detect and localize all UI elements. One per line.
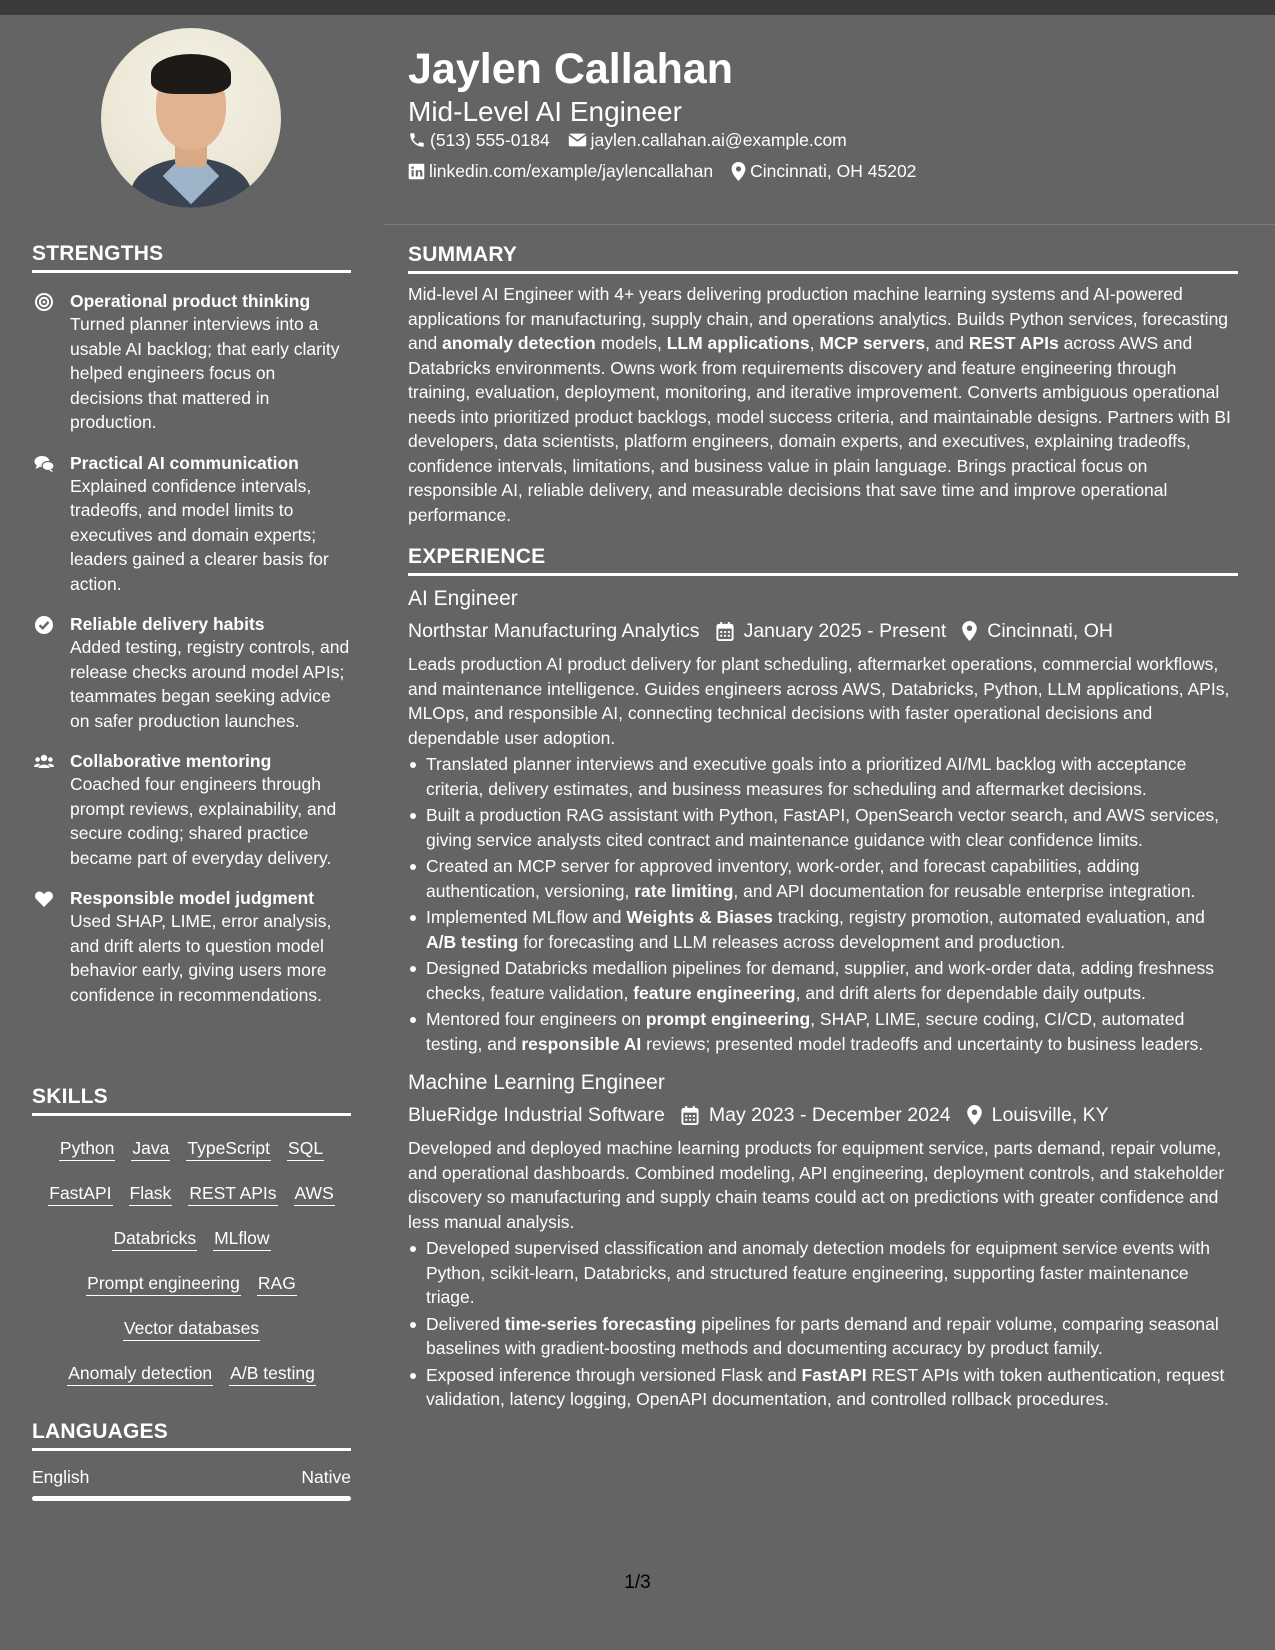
check-circle-icon [34,615,54,635]
skill-tag: Flask [129,1181,173,1206]
language-row [32,1467,351,1488]
location-text: Cincinnati, OH 45202 [750,161,917,181]
skill-tag: A/B testing [229,1361,316,1386]
phone-text: (513) 555-0184 [430,130,550,150]
job-bullets [408,752,1238,1056]
strength-item [32,887,351,1007]
header-divider [383,224,1275,225]
language-level: Native [301,1467,351,1487]
top-bar [0,0,1275,15]
strength-desc: Used SHAP, LIME, error analysis, and drift alerts to question model behavior early, giving users more confidence in recommendations. [70,911,332,1005]
bold-keyword: responsible AI [521,1033,642,1054]
candidate-name: Jaylen Callahan [408,45,734,93]
text-run: reviews; presented model tradeoffs and uncertainty to business leaders. [641,1033,1204,1054]
bold-keyword: anomaly detection [442,333,596,353]
strength-item [32,750,351,870]
bullet-item [408,1007,1238,1056]
experience-section [408,545,1238,1412]
strengths-heading: STRENGTHS [32,242,351,273]
email-text[interactable]: jaylen.callahan.ai@example.com [590,130,847,150]
users-icon [34,752,54,772]
job-dates [681,1102,951,1128]
strengths-section [32,242,351,1007]
candidate-role: Mid-Level AI Engineer [408,96,682,127]
text-run: Mentored four engineers on [426,1009,646,1029]
bullet-item [408,854,1238,903]
strength-title: Responsible model judgment [70,888,315,908]
job-title: AI Engineer [408,587,518,610]
summary-heading: SUMMARY [408,243,1238,274]
bullet-item [408,803,1238,852]
contact-row-2 [408,159,934,183]
strength-desc: Turned planner interviews into a usable AI backlog; that early clarity helped engineers focus on decisions that mattered in production. [70,314,340,432]
skill-tag: Vector databases [123,1316,260,1341]
text-run: across AWS and Databricks environments. Owns work from requirements discovery and feature engineering through training, evaluation, deployment, monitoring, and iterative improvement. Converts ambiguous operational needs into prioritized product backlogs, model success criteria, and maintainable designs. Partners with BI developers, data scientists, platform engineers, domain experts, and executives, explaining tradeoffs, confidence intervals, limitations, and business value in plain language. Brings practical focus on responsible AI, reliable delivery, and measurable decisions that save time and improve operational performance. [408,333,1231,525]
bold-keyword: LLM applications [666,333,810,353]
languages-heading: LANGUAGES [32,1420,351,1451]
skill-tag: FastAPI [48,1181,112,1206]
bold-keyword: prompt engineering [645,1009,811,1029]
text-run: Developed supervised classification and anomaly detection models for equipment service events with Python, scikit-learn, Databricks, and structured feature engineering, supporting faster maintenance triage. [426,1238,1211,1307]
location-item [731,159,916,183]
skill-row [32,1316,351,1344]
languages-section [32,1420,351,1501]
page-number: 1/3 [624,1572,651,1593]
skills-section [32,1085,351,1389]
skill-row [32,1136,351,1164]
skill-tag: RAG [257,1271,297,1296]
summary-text [408,282,1238,527]
bullet-item [408,752,1238,801]
bullet-item [408,1312,1238,1361]
strength-item [32,452,351,597]
summary-section [408,243,1238,527]
skill-tag: Databricks [112,1226,197,1251]
skill-tag: SQL [287,1136,324,1161]
bold-keyword: A/B testing [426,931,519,952]
text-run: Built a production RAG assistant with Python, FastAPI, OpenSearch vector search, and AWS services, giving service analysts cited contract and maintenance guidance with clear confidence limits. [426,805,1220,850]
language-level-bar [32,1496,351,1501]
job-description: Leads production AI product delivery for plant scheduling, aftermarket operations, commercial workflows, and maintenance intelligence. Guides engineers across AWS, Databricks, Python, LLM applications, APIs, MLOps, and responsible AI, connecting technical decisions with faster operational decisions and dependable user adoption. [408,654,1230,748]
text-run: , and drift alerts for dependable daily outputs. [795,982,1146,1003]
strength-desc: Added testing, registry controls, and release checks around model APIs; teammates began seeking advice on safer production launches. [70,637,350,731]
skill-row [32,1271,351,1299]
experience-heading: EXPERIENCE [408,545,1238,576]
job-dates-text: January 2025 - Present [743,620,947,642]
bold-keyword: time-series forecasting [504,1313,697,1334]
email-item[interactable] [568,128,847,152]
text-run: Mid-level AI Engineer with 4+ years delivering production machine learning systems and AI-powered applications for manufacturing, supply chain, and operations analytics. Builds Python services, forecasting and [408,284,1229,353]
skill-row [32,1361,351,1389]
strength-desc: Coached four engineers through prompt reviews, explainability, and secure coding; shared practice became part of everyday delivery. [70,774,337,868]
text-run: models, [595,333,667,353]
skills-heading: SKILLS [32,1085,351,1116]
skill-tag: AWS [294,1181,335,1206]
job-meta [408,1102,1238,1128]
bullet-item [408,956,1238,1005]
job-location [962,618,1113,644]
job-entry [408,586,1238,1056]
phone-item [408,128,550,152]
skill-tag: MLflow [213,1226,270,1251]
bold-keyword: feature engineering [633,982,796,1003]
strength-title: Practical AI communication [70,452,299,473]
job-dates-text: May 2023 - December 2024 [708,1104,951,1126]
skill-tag: Anomaly detection [67,1361,213,1386]
skill-tag: REST APIs [188,1181,277,1206]
strength-title: Operational product thinking [70,291,311,311]
text-run: REST APIs with token authentication, request validation, latency logging, OpenAPI documentation, and controlled rollback procedures. [426,1364,1225,1409]
skill-tag: TypeScript [186,1136,271,1161]
text-run: , SHAP, LIME, secure coding, CI/CD, automated testing, and [426,1009,1185,1054]
bullet-item [408,1236,1238,1310]
text-run: pipelines for parts demand and repair volume, comparing seasonal baselines with gradient-boosting methods and documenting accuracy by product family. [426,1313,1219,1358]
text-run: Implemented MLflow and [426,907,627,927]
bold-keyword: MCP servers [819,333,926,353]
bold-keyword: rate limiting [634,880,734,901]
contact-row-1 [408,128,865,152]
skill-row [32,1181,351,1209]
job-location-text: Cincinnati, OH [987,620,1113,642]
strength-item [32,290,351,435]
map-pin-icon [962,621,977,641]
text-run: Exposed inference through versioned Flask and [426,1364,802,1385]
strength-desc: Explained confidence intervals, tradeoffs, and model limits to executives and domain experts; leaders gained a clearer basis for action. [70,475,329,594]
job-location-text: Louisville, KY [991,1104,1109,1126]
text-run: , [809,333,820,353]
target-icon [34,292,54,312]
job-entry [408,1070,1238,1412]
envelope-icon [568,132,587,148]
bold-keyword: FastAPI [801,1364,867,1385]
bullet-item [408,1363,1238,1412]
skill-tag: Python [59,1136,115,1161]
heart-icon [34,889,54,909]
job-location [967,1102,1109,1128]
comments-icon [34,454,54,474]
text-run: Translated planner interviews and executive goals into a prioritized AI/ML backlog with acceptance criteria, delivery estimates, and business measures for scheduling and aftermarket decisions. [426,754,1187,799]
language-name: English [32,1467,90,1487]
job-meta [408,618,1238,644]
text-run: for forecasting and LLM releases across development and production. [518,931,1066,952]
map-pin-icon [731,162,746,181]
job-title: Machine Learning Engineer [408,1071,665,1094]
text-run: , and API documentation for reusable enterprise integration. [733,880,1196,901]
strength-title: Collaborative mentoring [70,751,272,771]
profile-photo [101,28,281,208]
job-company: BlueRidge Industrial Software [408,1104,665,1126]
calendar-icon [681,1106,699,1125]
linkedin-item[interactable] [408,159,713,183]
linkedin-text[interactable]: linkedin.com/example/jaylencallahan [429,161,714,181]
job-bullets [408,1236,1238,1412]
job-dates [716,618,947,644]
job-company: Northstar Manufacturing Analytics [408,620,700,642]
skill-tag: Java [131,1136,170,1161]
text-run: Created an MCP server for approved inventory, work-order, and forecast capabilities, adding authentication, versioning, [426,856,1140,901]
text-run: Delivered [426,1313,505,1334]
text-run: Designed Databricks medallion pipelines for demand, supplier, and work-order data, adding freshness checks, feature validation, [426,958,1214,1003]
skill-row [32,1226,351,1254]
bold-keyword: Weights & Biases [626,907,773,927]
calendar-icon [716,622,734,641]
text-run: , and [925,333,969,353]
bold-keyword: REST APIs [968,333,1059,353]
skill-tag: Prompt engineering [86,1271,241,1296]
strength-item [32,613,351,733]
map-pin-icon [967,1105,982,1125]
text-run: tracking, registry promotion, automated evaluation, and [772,907,1205,927]
job-description: Developed and deployed machine learning products for equipment service, parts demand, repair volume, and operational dashboards. Combined modeling, API engineering, deployment controls, and stakeholder discovery so manufacturing and supply chain teams could act on predictions with greater confidence and less manual analysis. [408,1138,1225,1232]
strength-title: Reliable delivery habits [70,614,265,634]
phone-icon [408,131,426,149]
bullet-item [408,905,1238,954]
linkedin-icon [408,163,425,180]
